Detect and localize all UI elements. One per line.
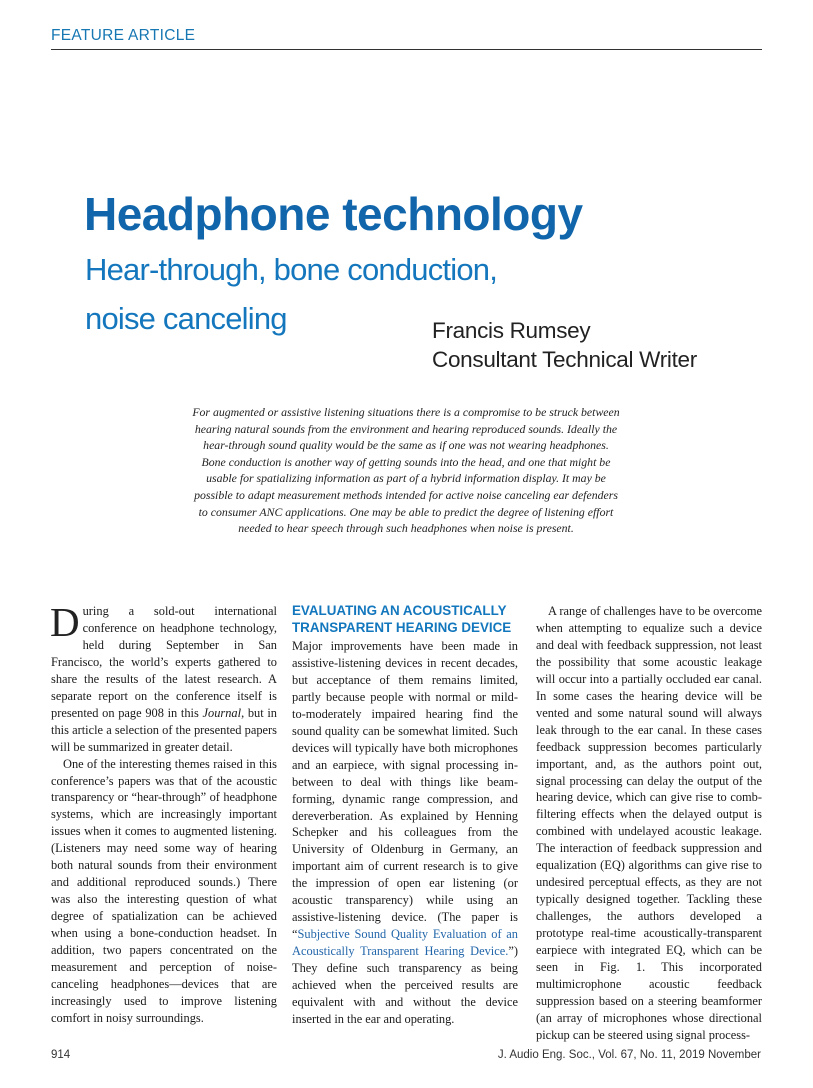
drop-cap: D [50, 599, 80, 645]
challenges-paragraph: A range of challenges have to be overcome when attempting to equalize such a device and deal with feedback suppression, not least the possibility that some acoustic leakage will occur into a partially occluded ear canal. In some cases the hearing device will be vented and some natural sound will always leak through to the ear canal. In these cases feedback suppression becomes particularly important, and, as the authors point out, signal processing can delay the output of the hearing device, which can give rise to comb-filtering effects when the delayed output is combined with undelayed acoustic leakage. The interaction of feedback suppression and equalization (EQ) algorithms can give rise to undesired perceptual effects, as they are not typically designed together. Tackling these challenges, the authors developed a prototype real-time acoustically-transparent earpiece with integrated EQ, which can be seen in Fig. 1. This incorporated multimicrophone acoustic feedback suppression based on a steering beamformer (an array of microphones whose directional pickup can be steered using signal process- [536, 604, 762, 1042]
article-subtitle-line-1: Hear-through, bone conduction, [85, 252, 498, 287]
column-1 [50, 599, 278, 1027]
section-heading: EVALUATING AN ACOUSTICALLY TRANSPARENT HEARING DEVICE [292, 603, 512, 635]
journal-citation: J. Audio Eng. Soc., Vol. 67, No. 11, 2019 November [497, 1049, 761, 1061]
author-name: Francis Rumsey [432, 318, 591, 343]
intro-paragraph: During a sold-out international conference on headphone technology, held during September in San Francisco, the world’s experts gathered to share the results of the latest research. A separate report on the conference itself is presented on page 908 in this Journal, but in this article a selection of the presented papers will be summarized in greater detail. [50, 599, 278, 754]
column-2 [292, 603, 518, 1028]
column-3 [536, 603, 762, 1044]
page-number: 914 [51, 1049, 71, 1061]
author-role: Consultant Technical Writer [432, 347, 697, 372]
section-paragraph: Major improvements have been made in assistive-listening devices in recent decades, but acceptance of them remains limited, partly because people with normal or mild-to-moderately impaired hearing find the sound quality can be somewhat limited. Such devices will typically have both microphones and an earpiece, with signal processing in-between to deal with things like beam-forming, dynamic range compression, and dereverberation. As explained by Henning Schepker and his colleagues from the University of Oldenburg in Germany, an important aim of current research is to give the impression of open ear listening (or acoustic transparency) while using an assistive-listening device. (The paper is “Subjective Sound Quality Evaluation of an Acoustically Transparent Hearing Device.”) They define such transparency as being achieved when the perceived results are equivalent with and without the device inserted in the ear and operating. [292, 639, 518, 1026]
article-title: Headphone technology [84, 188, 583, 240]
header-divider [51, 49, 762, 50]
themes-paragraph: One of the interesting themes raised in this conference’s papers was that of the acoustic transparency or “hear-through” of headphone systems, which are increasingly important issues when it comes to augmented listening. (Listeners may need some way of hearing both natural sounds from their environment and additional reproduced sounds.) There was also the interesting question of what degree of spatialization can be achieved when using a bone-conduction headset. In addition, two papers concentrated on the measurement and perception of noise-canceling headphones—devices that are increasingly used to improve listening comfort in noisy surroundings. [51, 756, 277, 1025]
paper-link[interactable]: Subjective Sound Quality Evaluation of an Acoustically Transparent Hearing Device. [292, 927, 518, 959]
abstract: For augmented or assistive listening situations there is a compromise to be struck between hearing natural sounds from the environment and hearing reproduced sounds. Ideally the hear-through sound quality would be the same as if one was not wearing headphones. Bone conduction is another way of getting sounds into the head, and one that might be usable for spatializing information as part of a hybrid information display. It may be possible to adapt measurement methods intended for active noise canceling ear defenders to consumer ANC applications. One may be able to predict the degree of listening effort needed to hear speech through such headphones when noise is present. [192, 405, 620, 536]
section-label: FEATURE ARTICLE [51, 27, 196, 44]
journal-reference: Journal [202, 705, 242, 720]
article-subtitle-line-2: noise canceling [85, 301, 287, 336]
